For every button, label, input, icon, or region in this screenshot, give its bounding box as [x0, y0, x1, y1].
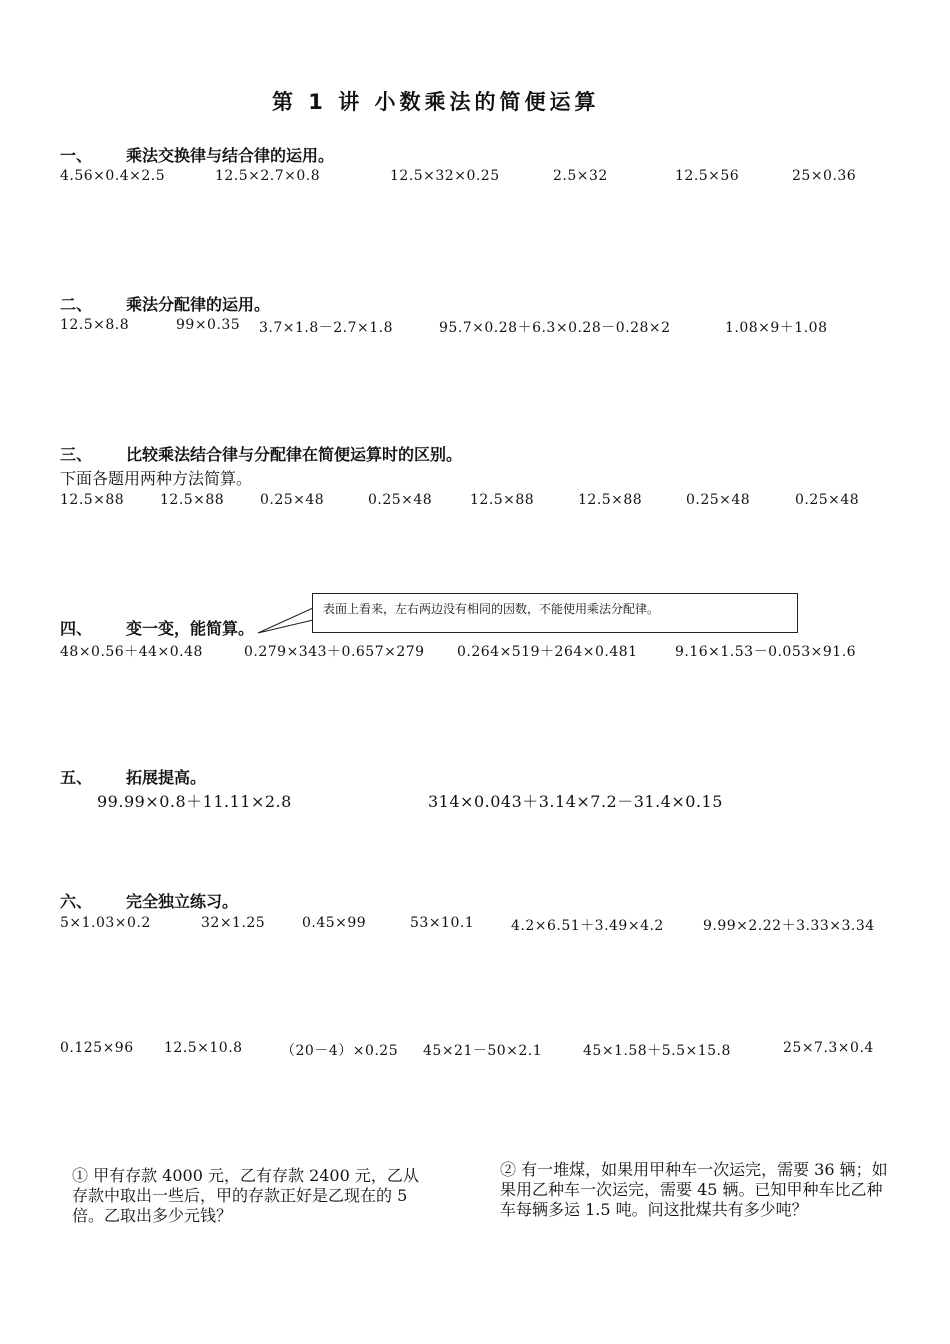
section-2-number: 二、: [60, 295, 93, 314]
expression: 9.16×1.53－0.053×91.6: [675, 644, 857, 660]
expression: 2.5×32: [553, 168, 608, 184]
expression: 53×10.1: [410, 915, 475, 931]
expression: 12.5×88: [470, 492, 535, 508]
expression: 9.99×2.22＋3.33×3.34: [703, 918, 875, 934]
expression: 45×21－50×2.1: [423, 1043, 543, 1059]
expression: 0.25×48: [795, 492, 860, 508]
expression: 25×0.36: [792, 168, 857, 184]
section-1-number: 一、: [60, 146, 93, 165]
expression: 3.7×1.8－2.7×1.8: [259, 320, 394, 336]
section-4-heading: 变一变，能简算。: [126, 619, 255, 638]
expression: 12.5×2.7×0.8: [215, 168, 321, 184]
word-problem-1: ① 甲有存款 4000 元，乙有存款 2400 元，乙从存款中取出一些后，甲的存款正好是乙现在的 5 倍。乙取出多少元钱？: [72, 1166, 419, 1225]
section-3-subtitle: 下面各题用两种方法简算。: [60, 469, 253, 488]
expression: 0.125×96: [60, 1040, 134, 1056]
expression: 45×1.58＋5.5×15.8: [583, 1043, 731, 1059]
expression: 12.5×88: [160, 492, 225, 508]
page-title: 第 1 讲 小数乘法的简便运算: [272, 90, 600, 114]
expression: 25×7.3×0.4: [783, 1040, 874, 1056]
section-3-number: 三、: [60, 445, 93, 464]
section-1-heading: 乘法交换律与结合律的运用。: [126, 146, 335, 165]
section-6-heading: 完全独立练习。: [126, 892, 239, 911]
expression: 95.7×0.28＋6.3×0.28－0.28×2: [439, 320, 671, 336]
expression: 12.5×56: [675, 168, 740, 184]
section-5-number: 五、: [60, 768, 93, 787]
expression: 4.2×6.51＋3.49×4.2: [511, 918, 664, 934]
expression: 0.279×343＋0.657×279: [244, 644, 425, 660]
word-problem-2: ② 有一堆煤，如果用甲种车一次运完，需要 36 辆；如果用乙种车一次运完，需要 45 辆。已知甲种车比乙种车每辆多运 1.5 吨。问这批煤共有多少吨？: [500, 1160, 888, 1219]
section-3-heading: 比较乘法结合律与分配律在简便运算时的区别。: [126, 445, 463, 464]
expression: 99.99×0.8＋11.11×2.8: [97, 792, 292, 811]
section-5-heading: 拓展提高。: [126, 768, 207, 787]
expression: 12.5×8.8: [60, 317, 130, 333]
callout-note: 表面上看来，左右两边没有相同的因数，不能使用乘法分配律。: [312, 593, 798, 633]
expression: 0.264×519＋264×0.481: [457, 644, 638, 660]
expression: 12.5×32×0.25: [390, 168, 500, 184]
expression: 32×1.25: [201, 915, 266, 931]
expression: 48×0.56＋44×0.48: [60, 644, 203, 660]
expression: 12.5×10.8: [164, 1040, 243, 1056]
expression: 4.56×0.4×2.5: [60, 168, 166, 184]
expression: 0.45×99: [302, 915, 367, 931]
expression: 12.5×88: [60, 492, 125, 508]
section-4-number: 四、: [60, 619, 93, 638]
expression: 0.25×48: [686, 492, 751, 508]
expression: 0.25×48: [260, 492, 325, 508]
expression: 314×0.043＋3.14×7.2－31.4×0.15: [428, 792, 723, 811]
section-2-heading: 乘法分配律的运用。: [126, 295, 271, 314]
expression: 99×0.35: [176, 317, 241, 333]
expression: 5×1.03×0.2: [60, 915, 151, 931]
expression: 0.25×48: [368, 492, 433, 508]
expression: 12.5×88: [578, 492, 643, 508]
expression: 1.08×9＋1.08: [725, 320, 828, 336]
section-6-number: 六、: [60, 892, 93, 911]
expression: （20－4）×0.25: [281, 1043, 399, 1059]
